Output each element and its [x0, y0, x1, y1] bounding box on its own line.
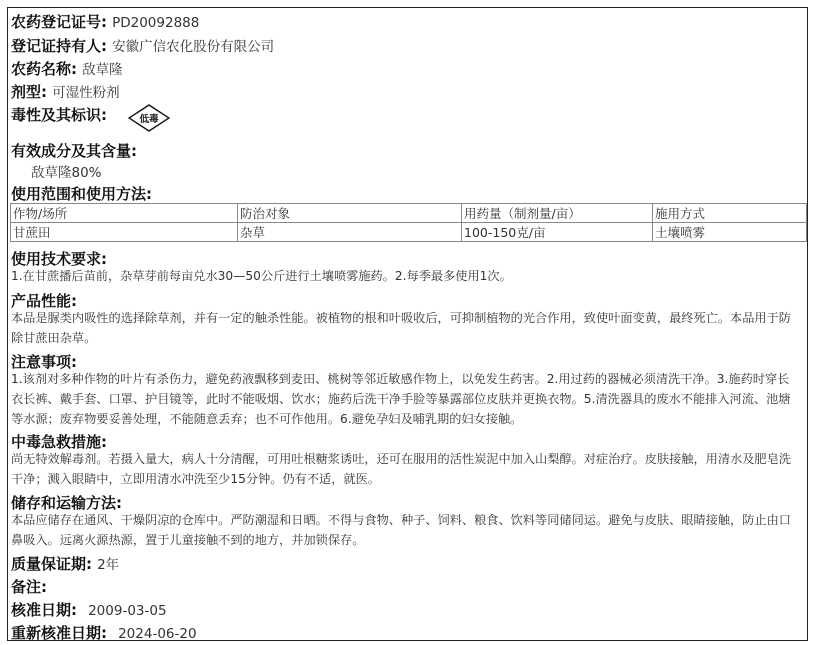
- warranty-row: [11, 553, 119, 574]
- ingredient-label: 有效成分及其含量:: [11, 142, 137, 160]
- tech-label: 使用技术要求:: [11, 250, 107, 268]
- cautions-text: 1.该剂对多种作物的叶片有杀伤力，避免药液飘移到麦田、桃树等邻近敏感作物上，以免发生药害。2.用过药的器械必须清洗干净。3.施药时穿长衣长裤、戴手套、口罩、护目镜等，此时不能吸烟、饮水；施药后洗干净手脸等暴露部位皮肤并更换衣物。5.清洗器具的废水不能排入河流、池塘等水源；废弃物要妥善处理，不能随意丢弃；也不可作他用。6.避免孕妇及哺乳期的妇女接触。: [11, 372, 791, 426]
- first-aid-text: 尚无特效解毒剂。若摄入量大，病人十分清醒，可用吐根糖浆诱吐，还可在服用的活性炭泥中加入山梨醇。对症治疗。皮肤接触，用清水及肥皂洗干净；溅入眼睛中，立即用清水冲洗至少15分钟。仍有不适，就医。: [11, 452, 791, 486]
- low-toxicity-diamond-icon: [128, 104, 170, 132]
- formulation-label: 剂型:: [11, 83, 47, 101]
- header-cell-crop: 作物/场所: [11, 204, 238, 223]
- toxicity-badge-text: 低毒: [139, 114, 159, 125]
- name-value: 敌草隆: [82, 62, 123, 78]
- holder-row: [11, 35, 274, 56]
- reg-no-label: 农药登记证号:: [11, 13, 107, 31]
- cell-method: 土壤喷雾: [653, 223, 807, 242]
- reg-no-value: PD20092888: [112, 15, 200, 31]
- usage-label: 使用范围和使用方法:: [11, 185, 152, 203]
- storage-text: 本品应储存在通风、干燥阴凉的仓库中。严防潮湿和日晒。不得与食物、种子、饲料、粮食、饮料等同储同运。避免与皮肤、眼睛接触，防止由口鼻吸入。远离火源热源，置于儿童接触不到的地方，并加锁保存。: [11, 513, 791, 547]
- tech-text: 1.在甘蔗播后苗前，杂草芽前每亩兑水30—50公斤进行土壤喷雾施药。2.每季最多使用1次。: [11, 269, 512, 283]
- remarks-label: 备注:: [11, 578, 47, 596]
- header-cell-dosage: 用药量（制剂量/亩）: [462, 204, 653, 223]
- name-label: 农药名称:: [11, 60, 77, 78]
- table-row: [11, 223, 807, 242]
- ingredient-value: 敌草隆80%: [31, 165, 102, 181]
- ingredient-header: [11, 140, 137, 161]
- formulation-row: [11, 81, 120, 102]
- usage-table-header-row: [11, 204, 807, 223]
- warranty-value: 2年: [97, 557, 120, 573]
- first-aid-label: 中毒急救措施:: [11, 433, 107, 451]
- performance-label: 产品性能:: [11, 292, 77, 310]
- cell-crop: 甘蔗田: [11, 223, 238, 242]
- approval-date-row: [11, 599, 167, 620]
- holder-label: 登记证持有人:: [11, 37, 107, 55]
- usage-header: [11, 183, 152, 204]
- performance-text: 本品是脲类内吸性的选择除草剂，并有一定的触杀性能。被植物的根和叶吸收后，可抑制植物的光合作用，致使叶面变黄，最终死亡。本品用于防除甘蔗田杂草。: [11, 311, 791, 345]
- approval-date-value: 2009-03-05: [88, 603, 167, 619]
- toxicity-label: 毒性及其标识:: [11, 106, 107, 124]
- approval-date-label: 核准日期:: [11, 601, 77, 619]
- header-cell-method: 施用方式: [653, 204, 807, 223]
- reapproval-date-row: [11, 622, 197, 643]
- reapproval-date-value: 2024-06-20: [118, 626, 197, 642]
- toxicity-row: [11, 104, 107, 125]
- storage-label: 储存和运输方法:: [11, 494, 122, 512]
- cell-target: 杂草: [238, 223, 462, 242]
- reapproval-date-label: 重新核准日期:: [11, 624, 107, 642]
- header-cell-target: 防治对象: [238, 204, 462, 223]
- warranty-label: 质量保证期:: [11, 555, 92, 573]
- cautions-label: 注意事项:: [11, 353, 77, 371]
- name-row: [11, 58, 123, 79]
- reg-no-row: [11, 11, 199, 32]
- formulation-value: 可湿性粉剂: [52, 85, 120, 101]
- remarks-row: [11, 576, 47, 597]
- cell-dosage: 100-150克/亩: [462, 223, 653, 242]
- usage-table: [10, 203, 807, 242]
- holder-value: 安徽广信农化股份有限公司: [112, 39, 275, 55]
